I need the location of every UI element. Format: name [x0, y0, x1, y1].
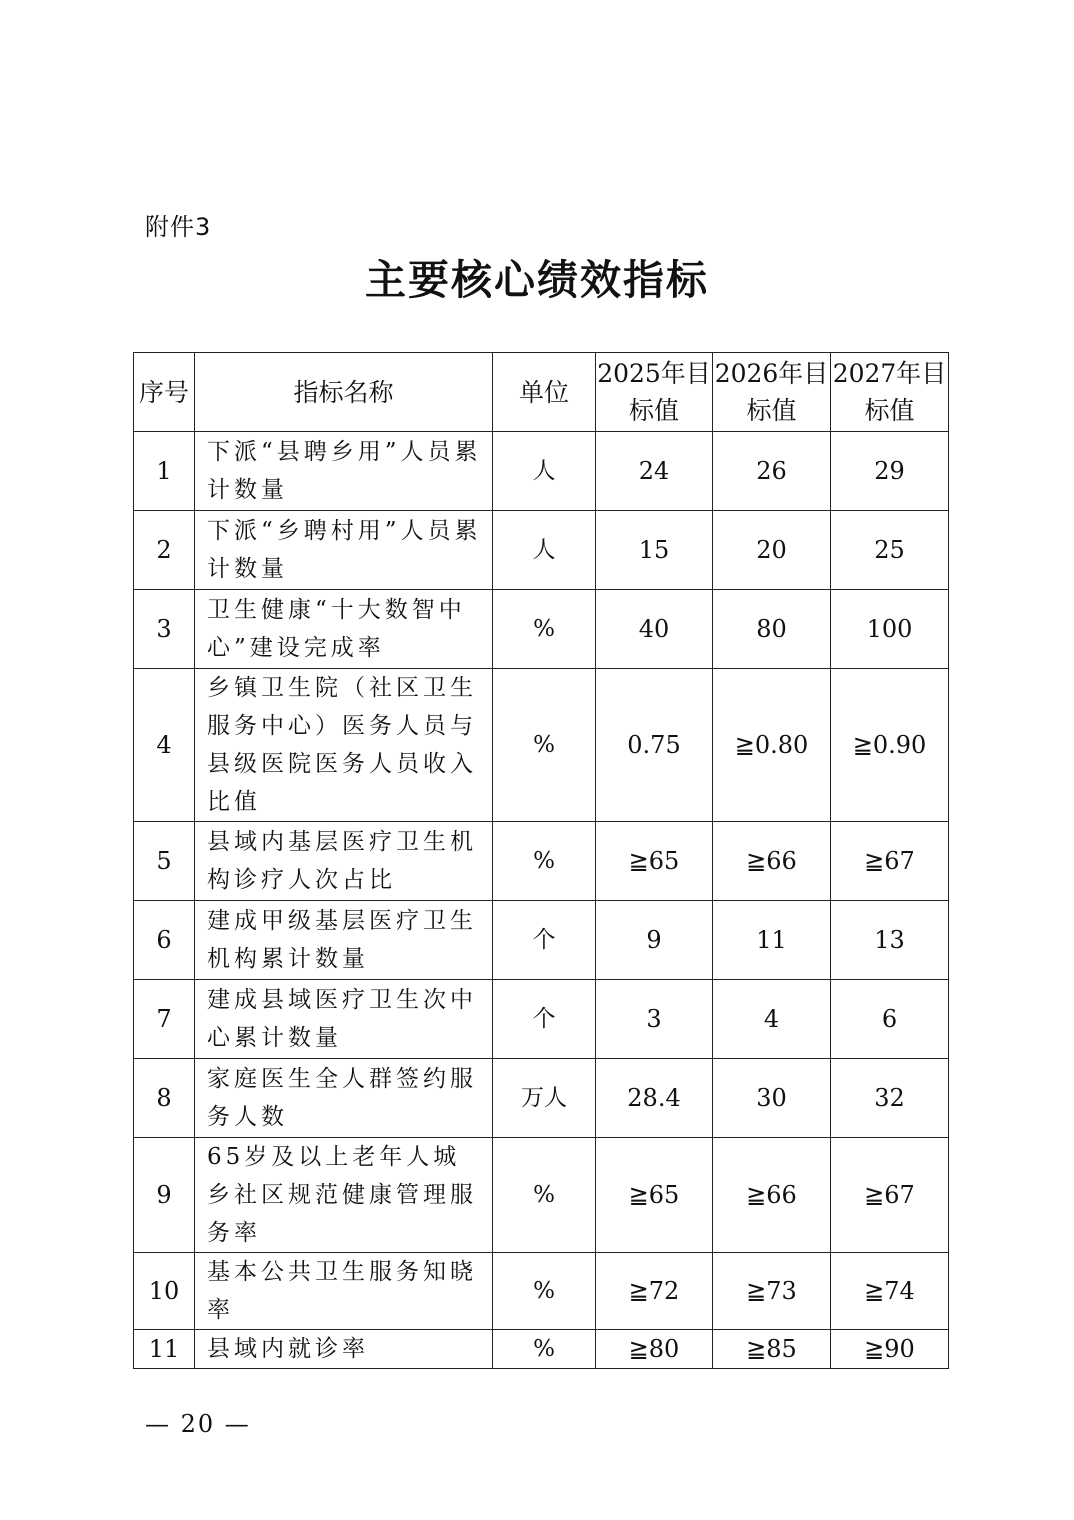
target-2025: 3: [596, 980, 713, 1059]
unit-cell: %: [493, 822, 596, 901]
row-index: 8: [134, 1059, 195, 1138]
row-index: 6: [134, 901, 195, 980]
target-2027: 25: [831, 511, 949, 590]
target-2026: 20: [713, 511, 831, 590]
table-row: [134, 901, 949, 980]
target-2027: ≧0.90: [831, 669, 949, 822]
row-index: 9: [134, 1138, 195, 1253]
unit-cell: 万人: [493, 1059, 596, 1138]
table-row: [134, 511, 949, 590]
target-2027: ≧90: [831, 1330, 949, 1369]
indicator-name: 建成甲级基层医疗卫生机构累计数量: [195, 901, 493, 980]
indicator-name: 卫生健康“十大数智中心”建设完成率: [195, 590, 493, 669]
table-row: [134, 432, 949, 511]
target-2027: ≧74: [831, 1253, 949, 1330]
target-2027: 32: [831, 1059, 949, 1138]
kpi-table: [133, 352, 949, 1369]
indicator-name: 家庭医生全人群签约服务人数: [195, 1059, 493, 1138]
header-2026-target: 2026年目标值: [713, 353, 831, 432]
unit-cell: 人: [493, 432, 596, 511]
row-index: 4: [134, 669, 195, 822]
table-row: [134, 1138, 949, 1253]
indicator-name: 65岁及以上老年人城乡社区规范健康管理服务率: [195, 1138, 493, 1253]
indicator-name: 建成县域医疗卫生次中心累计数量: [195, 980, 493, 1059]
target-2025: 24: [596, 432, 713, 511]
row-index: 5: [134, 822, 195, 901]
table-row: [134, 1330, 949, 1369]
unit-cell: %: [493, 1138, 596, 1253]
target-2025: ≧72: [596, 1253, 713, 1330]
unit-cell: %: [493, 590, 596, 669]
row-index: 3: [134, 590, 195, 669]
target-2026: ≧85: [713, 1330, 831, 1369]
header-unit: 单位: [493, 353, 596, 432]
target-2026: 30: [713, 1059, 831, 1138]
row-index: 11: [134, 1330, 195, 1369]
unit-cell: %: [493, 1330, 596, 1369]
target-2027: 29: [831, 432, 949, 511]
table-row: [134, 1253, 949, 1330]
header-2025-target: 2025年目标值: [596, 353, 713, 432]
row-index: 1: [134, 432, 195, 511]
target-2026: 11: [713, 901, 831, 980]
unit-cell: 个: [493, 980, 596, 1059]
target-2027: ≧67: [831, 822, 949, 901]
attachment-label: 附件3: [145, 213, 212, 241]
target-2025: 15: [596, 511, 713, 590]
unit-cell: %: [493, 1253, 596, 1330]
header-index: 序号: [134, 353, 195, 432]
table-header-row: [134, 353, 949, 432]
target-2025: ≧65: [596, 822, 713, 901]
target-2027: ≧67: [831, 1138, 949, 1253]
unit-cell: %: [493, 669, 596, 822]
target-2025: 28.4: [596, 1059, 713, 1138]
target-2027: 6: [831, 980, 949, 1059]
table-row: [134, 980, 949, 1059]
target-2027: 100: [831, 590, 949, 669]
header-2027-target: 2027年目标值: [831, 353, 949, 432]
target-2025: 0.75: [596, 669, 713, 822]
target-2026: 80: [713, 590, 831, 669]
target-2025: 40: [596, 590, 713, 669]
table-row: [134, 822, 949, 901]
unit-cell: 个: [493, 901, 596, 980]
indicator-name: 县域内基层医疗卫生机构诊疗人次占比: [195, 822, 493, 901]
table-row: [134, 590, 949, 669]
target-2025: ≧65: [596, 1138, 713, 1253]
target-2026: ≧66: [713, 1138, 831, 1253]
indicator-name: 下派“县聘乡用”人员累计数量: [195, 432, 493, 511]
page-title: 主要核心绩效指标: [365, 256, 709, 304]
target-2026: ≧73: [713, 1253, 831, 1330]
indicator-name: 县域内就诊率: [195, 1330, 493, 1369]
row-index: 2: [134, 511, 195, 590]
target-2026: 26: [713, 432, 831, 511]
target-2025: 9: [596, 901, 713, 980]
header-name: 指标名称: [195, 353, 493, 432]
target-2026: ≧0.80: [713, 669, 831, 822]
table-row: [134, 669, 949, 822]
page-number: — 20 —: [145, 1410, 251, 1438]
target-2027: 13: [831, 901, 949, 980]
row-index: 10: [134, 1253, 195, 1330]
target-2026: 4: [713, 980, 831, 1059]
indicator-name: 基本公共卫生服务知晓率: [195, 1253, 493, 1330]
indicator-name: 下派“乡聘村用”人员累计数量: [195, 511, 493, 590]
target-2026: ≧66: [713, 822, 831, 901]
target-2025: ≧80: [596, 1330, 713, 1369]
table-row: [134, 1059, 949, 1138]
unit-cell: 人: [493, 511, 596, 590]
indicator-name: 乡镇卫生院（社区卫生服务中心）医务人员与县级医院医务人员收入比值: [195, 669, 493, 822]
row-index: 7: [134, 980, 195, 1059]
